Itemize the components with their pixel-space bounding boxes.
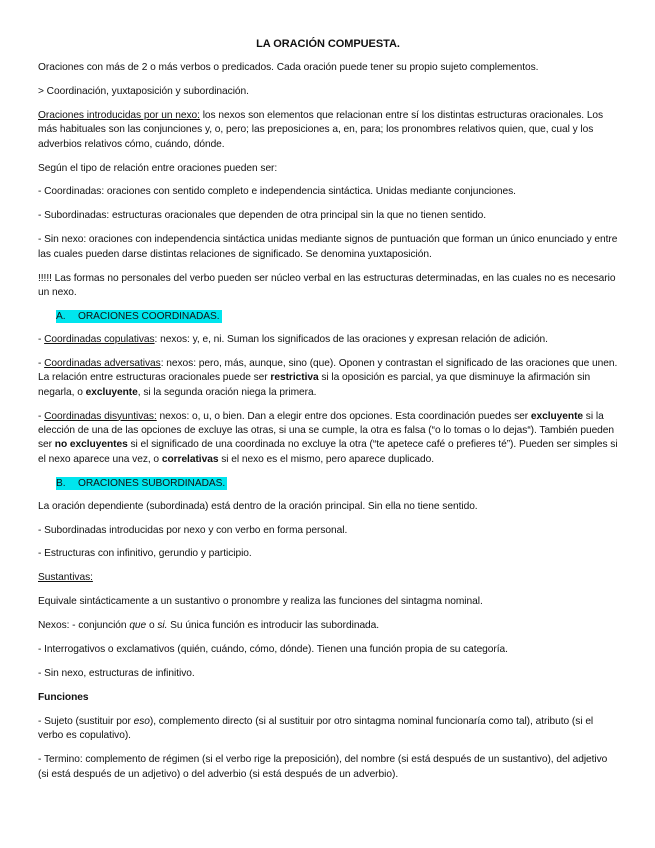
paragraph-classification: Según el tipo de relación entre oraciones pueden ser: bbox=[38, 162, 278, 174]
dash: - bbox=[38, 410, 45, 422]
paragraph-subordinadas: - Subordinadas: estructuras oracionales que dependen de otra principal sin la que no tienen sentido. bbox=[38, 210, 487, 222]
nexos-text-3: Su única función es introducir las subordinada. bbox=[167, 620, 380, 632]
paragraph-sujeto bbox=[38, 715, 618, 744]
paragraph-copulativas bbox=[38, 333, 618, 347]
sujeto-text-1: - Sujeto (sustituir por bbox=[38, 715, 134, 727]
paragraph-disyuntivas bbox=[38, 410, 618, 468]
paragraph-estructuras: - Estructuras con infinitivo, gerundio y participio. bbox=[38, 548, 252, 560]
section-b-title: ORACIONES SUBORDINADAS. bbox=[78, 477, 226, 489]
disyuntivas-text-1: nexos: o, u, o bien. Dan a elegir entre dos opciones. Esta coordinación puedes ser bbox=[156, 410, 531, 422]
paragraph-adversativas bbox=[38, 357, 618, 400]
paragraph-sin-nexo-inf: - Sin nexo, estructuras de infinitivo. bbox=[38, 667, 195, 679]
sustantivas-label: Sustantivas: bbox=[38, 572, 93, 584]
paragraph-termino: - Termino: complemento de régimen (si el verbo rige la preposición), del nombre (si está después de un sustantivo), del adjetivo (si está después de un adjetivo) o del adverbio (si está después de un adverbio). bbox=[38, 754, 608, 780]
sujeto-text-2: ), complemento directo (si al sustituir por otro sintagma nominal funcionaría como tal), atributo (si el verbo es copulativo). bbox=[38, 715, 594, 742]
disyuntivas-label: Coordinadas disyuntivas: bbox=[44, 410, 157, 422]
section-a-highlight bbox=[56, 310, 222, 323]
adversativas-text-2: si la oposición es parcial, ya que disminuye la afirmación sin negarla, o bbox=[38, 372, 591, 398]
adversativas-label: Coordinadas adversativas bbox=[44, 357, 161, 369]
italic-eso: eso bbox=[133, 715, 150, 727]
adversativas-text-3: , si la segunda oración niega la primera. bbox=[137, 386, 317, 398]
funciones-heading bbox=[38, 691, 618, 705]
section-heading-a bbox=[56, 310, 618, 324]
disyuntivas-text-2: si la elección de una de las opciones de excluye las otras, si una se cumple, la otra es falsa (“o lo tomas o lo dejas“). También pueden ser bbox=[38, 410, 615, 451]
copulativas-text: : nexos: y, e, ni. Suman los significados de las oraciones y expresan relación de adición. bbox=[154, 333, 548, 345]
nexo-label: Oraciones introducidas por un nexo: bbox=[38, 109, 200, 121]
paragraph-coordinadas: - Coordinadas: oraciones con sentido completo e independencia sintáctica. Unidas mediante conjunciones. bbox=[38, 186, 516, 198]
paragraph-equivale: Equivale sintácticamente a un sustantivo o pronombre y realiza las funciones del sintagma nominal. bbox=[38, 596, 483, 608]
section-heading-b bbox=[56, 477, 618, 491]
italic-si: si. bbox=[157, 620, 168, 632]
section-b-letter: B. bbox=[56, 477, 66, 489]
paragraph-nexo-personal: - Subordinadas introducidas por nexo y con verbo en forma personal. bbox=[38, 524, 348, 536]
paragraph-interrogativos: - Interrogativos o exclamativos (quién, cuándo, cómo, dónde). Tienen una función propia de su categoría. bbox=[38, 644, 508, 656]
section-a-title: ORACIONES COORDINADAS. bbox=[78, 310, 220, 322]
nexos-text-2: o bbox=[146, 620, 158, 632]
adversativas-text-1: : nexos: pero, más, aunque, sino (que). Oponen y contrastan el significado de las oraciones que unen. La relación entre estructuras oracionales puede ser bbox=[38, 357, 618, 384]
section-a-letter: A. bbox=[56, 310, 66, 322]
bold-no-excluyentes: no excluyentes bbox=[54, 439, 128, 451]
copulativas-label: Coordinadas copulativas bbox=[44, 333, 155, 345]
dash: - bbox=[38, 357, 45, 369]
disyuntivas-text-4: si el nexo es el mismo, pero aparece duplicado. bbox=[218, 453, 435, 465]
paragraph-nexos bbox=[38, 619, 618, 633]
funciones-label: Funciones bbox=[38, 691, 89, 703]
paragraph-types: > Coordinación, yuxtaposición y subordinación. bbox=[38, 85, 249, 97]
document-page bbox=[38, 38, 618, 791]
dash: - bbox=[38, 333, 45, 345]
bold-correlativas: correlativas bbox=[161, 453, 219, 465]
page-title: LA ORACIÓN COMPUESTA. bbox=[256, 38, 400, 50]
paragraph-intro: Oraciones con más de 2 o más verbos o predicados. Cada oración puede tener su propio sujeto complementos. bbox=[38, 62, 539, 73]
paragraph-nexo bbox=[38, 109, 618, 152]
nexo-text: los nexos son elementos que relacionan entre sí los distintas estructuras oracionales. Los más habituales son las conjunciones y, o, pero; las preposiciones a, en, para; los pronombres relativos quien, que, cual y los adverbios relativos cómo, cuándo, dónde. bbox=[38, 109, 604, 150]
paragraph-sin-nexo: - Sin nexo: oraciones con independencia sintáctica unidas mediante signos de puntuación que forman un único enunciado y entre las cuales pueden darse distintas relaciones de significado. Se denomina yuxtaposición. bbox=[38, 234, 618, 260]
bold-restrictiva: restrictiva bbox=[270, 372, 319, 384]
section-b-highlight bbox=[56, 477, 227, 490]
bold-excluyente: excluyente bbox=[85, 386, 138, 398]
bold-excluyente: excluyente bbox=[530, 410, 584, 422]
disyuntivas-text-3: si el significado de una coordinada no excluye la otra (“te apetece café o prefieres té”). Pueden ser simples si el nexo aparece una vez, o bbox=[38, 439, 618, 465]
nexos-text-1: Nexos: - conjunción bbox=[38, 620, 130, 632]
italic-que: que bbox=[129, 620, 147, 632]
paragraph-note: !!!!! Las formas no personales del verbo pueden ser núcleo verbal en las estructuras determinadas, en las cuales no es necesario un nexo. bbox=[38, 272, 616, 298]
sustantivas-heading bbox=[38, 571, 618, 585]
paragraph-dependiente: La oración dependiente (subordinada) está dentro de la oración principal. Sin ella no tiene sentido. bbox=[38, 500, 478, 512]
